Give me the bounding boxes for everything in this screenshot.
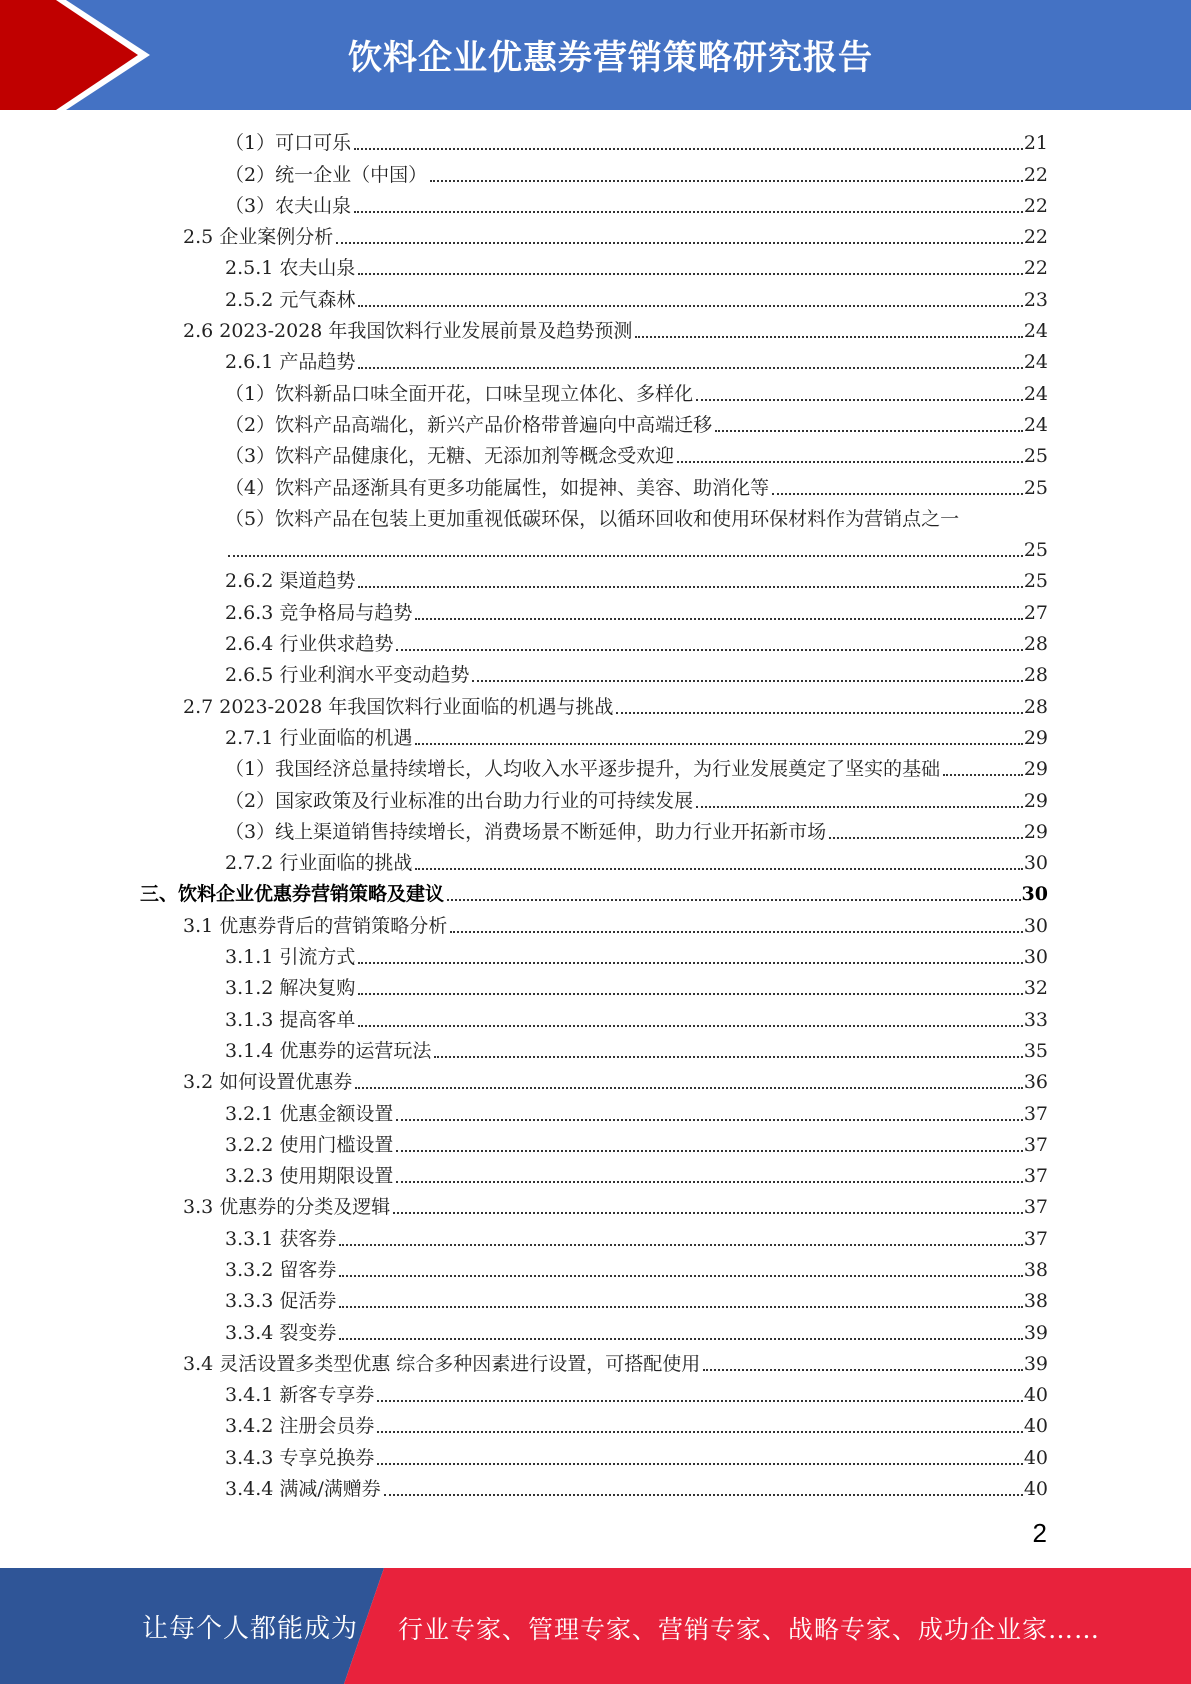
toc-entry-page: 40 xyxy=(1023,1415,1048,1438)
toc-dot-leader xyxy=(358,273,1022,275)
toc-entry[interactable] xyxy=(140,973,1048,1004)
toc-entry-page: 40 xyxy=(1023,1384,1048,1407)
toc-entry[interactable] xyxy=(140,597,1048,628)
toc-dot-leader xyxy=(635,336,1022,338)
toc-entry-page: 37 xyxy=(1023,1227,1048,1250)
toc-entry-page: 27 xyxy=(1023,601,1048,624)
toc-entry-title: （5）饮料产品在包装上更加重视低碳环保，以循环回收和使用环保材料作为营销点之一 xyxy=(225,507,960,530)
toc-entry[interactable] xyxy=(140,1067,1048,1098)
toc-dot-leader xyxy=(358,1025,1022,1027)
toc-entry[interactable] xyxy=(140,378,1048,409)
toc-dot-leader xyxy=(354,148,1023,150)
toc-entry-page: 38 xyxy=(1023,1290,1048,1313)
toc-entry-title: 3.3.4 裂变券 xyxy=(225,1321,337,1344)
toc-entry[interactable] xyxy=(140,629,1048,660)
toc-dot-leader xyxy=(415,743,1022,745)
toc-dot-leader xyxy=(358,993,1022,995)
toc-entry-page: 33 xyxy=(1023,1008,1048,1031)
toc-dot-leader xyxy=(358,962,1022,964)
toc-entry-title: 2.6.4 行业供求趋势 xyxy=(225,633,394,656)
toc-dot-leader xyxy=(715,430,1023,432)
toc-entry-page: 23 xyxy=(1023,288,1048,311)
toc-entry-page: 22 xyxy=(1023,226,1048,249)
toc-entry[interactable] xyxy=(140,1442,1048,1473)
toc-entry[interactable] xyxy=(140,128,1048,159)
toc-entry-page: 25 xyxy=(1023,476,1048,499)
toc-entry[interactable] xyxy=(140,660,1048,691)
toc-entry-page: 39 xyxy=(1023,1352,1048,1375)
toc-entry-title: （2）饮料产品高端化，新兴产品价格带普遍向中高端迁移 xyxy=(225,413,713,436)
toc-dot-leader xyxy=(415,618,1022,620)
toc-entry[interactable] xyxy=(140,723,1048,754)
toc-entry-title: 3.4.2 注册会员券 xyxy=(225,1415,375,1438)
toc-entry[interactable] xyxy=(140,1223,1048,1254)
toc-entry[interactable] xyxy=(140,441,1048,472)
toc-entry[interactable] xyxy=(140,1098,1048,1129)
toc-entry[interactable] xyxy=(140,535,1048,566)
toc-entry-page: 30 xyxy=(1023,946,1048,969)
header-title: 饮料企业优惠券营销策略研究报告 xyxy=(348,38,873,78)
toc-entry-page: 25 xyxy=(1023,570,1048,593)
toc-entry-page: 30 xyxy=(1023,852,1048,875)
toc-entry-title: （3）农夫山泉 xyxy=(225,194,352,217)
toc-entry-title: 2.6.2 渠道趋势 xyxy=(225,570,356,593)
toc-entry-page: 22 xyxy=(1023,163,1048,186)
toc-entry-title: 3.3.2 留客券 xyxy=(225,1258,337,1281)
toc-dot-leader xyxy=(377,1400,1022,1402)
toc-entry-title: （2）国家政策及行业标准的出台助力行业的可持续发展 xyxy=(225,789,694,812)
toc-entry-page: 24 xyxy=(1023,413,1048,436)
toc-dot-leader xyxy=(396,1181,1022,1183)
toc-dot-leader xyxy=(696,399,1023,401)
toc-dot-leader xyxy=(384,1494,1023,1496)
toc-entry-title: 2.6.3 竞争格局与趋势 xyxy=(225,601,413,624)
toc-entry-page: 37 xyxy=(1023,1165,1048,1188)
toc-entry-title: 2.7.2 行业面临的挑战 xyxy=(225,852,413,875)
toc-entry-page: 28 xyxy=(1023,695,1048,718)
toc-entry-title: 3.1.3 提高客单 xyxy=(225,1008,356,1031)
table-of-contents xyxy=(140,128,1048,1505)
toc-entry-title: 三、饮料企业优惠券营销策略及建议 xyxy=(140,883,445,906)
toc-entry-page: 36 xyxy=(1023,1071,1048,1094)
toc-entry[interactable] xyxy=(140,1036,1048,1067)
toc-dot-leader xyxy=(772,493,1023,495)
toc-dot-leader xyxy=(396,1119,1022,1121)
toc-dot-leader xyxy=(377,1431,1022,1433)
toc-entry-title: 2.7.1 行业面临的机遇 xyxy=(225,726,413,749)
toc-entry[interactable] xyxy=(140,472,1048,503)
toc-entry-page: 37 xyxy=(1023,1102,1048,1125)
toc-entry-title: （2）统一企业（中国） xyxy=(225,163,428,186)
toc-entry-page: 40 xyxy=(1023,1446,1048,1469)
toc-entry[interactable] xyxy=(140,1255,1048,1286)
toc-entry-page: 24 xyxy=(1023,320,1048,343)
toc-entry-title: 3.1.4 优惠券的运营玩法 xyxy=(225,1039,432,1062)
toc-entry[interactable] xyxy=(140,1161,1048,1192)
toc-entry-title: （1）可口可乐 xyxy=(225,132,352,155)
toc-dot-leader xyxy=(336,242,1023,244)
toc-dot-leader xyxy=(434,1056,1022,1058)
toc-entry-title: 3.1.1 引流方式 xyxy=(225,946,356,969)
toc-entry[interactable] xyxy=(140,410,1048,441)
toc-entry-title: 2.7 2023-2028 年我国饮料行业面临的机遇与挑战 xyxy=(183,695,614,718)
toc-entry-page: 35 xyxy=(1023,1039,1048,1062)
toc-dot-leader xyxy=(228,555,1023,557)
toc-entry[interactable] xyxy=(140,910,1048,941)
toc-entry-page: 30 xyxy=(1023,914,1048,937)
toc-entry[interactable] xyxy=(140,754,1048,785)
toc-entry[interactable] xyxy=(140,347,1048,378)
toc-entry-title: 3.3.1 获客券 xyxy=(225,1227,337,1250)
toc-entry[interactable] xyxy=(140,566,1048,597)
toc-entry-title: 3.1.2 解决复购 xyxy=(225,977,356,1000)
toc-entry[interactable] xyxy=(140,1286,1048,1317)
toc-entry-page: 22 xyxy=(1023,194,1048,217)
toc-dot-leader xyxy=(358,586,1022,588)
toc-entry-title: 3.3.3 促活券 xyxy=(225,1290,337,1313)
toc-entry-title: 3.2.3 使用期限设置 xyxy=(225,1165,394,1188)
toc-entry[interactable] xyxy=(140,817,1048,848)
toc-entry-page: 24 xyxy=(1023,382,1048,405)
toc-entry-page: 30 xyxy=(1021,883,1048,906)
toc-dot-leader xyxy=(355,1087,1023,1089)
toc-dot-leader xyxy=(358,367,1022,369)
toc-entry-title: （3）线上渠道销售持续增长，消费场景不断延伸，助力行业开拓新市场 xyxy=(225,820,827,843)
toc-entry[interactable] xyxy=(140,1411,1048,1442)
toc-entry-page: 37 xyxy=(1023,1133,1048,1156)
toc-entry[interactable] xyxy=(140,504,1048,535)
toc-dot-leader xyxy=(696,806,1023,808)
footer-slogan-right: 行业专家、管理专家、营销专家、战略专家、成功企业家…… xyxy=(398,1615,1101,1644)
toc-dot-leader xyxy=(393,1212,1023,1214)
toc-entry[interactable] xyxy=(140,1349,1048,1380)
toc-dot-leader xyxy=(339,1338,1022,1340)
toc-entry[interactable] xyxy=(140,222,1048,253)
toc-entry-title: 3.2.2 使用门槛设置 xyxy=(225,1133,394,1156)
toc-dot-leader xyxy=(415,868,1022,870)
toc-dot-leader xyxy=(339,1244,1022,1246)
toc-entry-title: （1）我国经济总量持续增长，人均收入水平逐步提升，为行业发展奠定了坚实的基础 xyxy=(225,758,941,781)
toc-entry-page: 29 xyxy=(1023,758,1048,781)
toc-entry-page: 25 xyxy=(1023,445,1048,468)
toc-entry[interactable] xyxy=(140,284,1048,315)
toc-entry-page: 28 xyxy=(1023,633,1048,656)
toc-dot-leader xyxy=(943,774,1023,776)
toc-entry[interactable] xyxy=(140,942,1048,973)
toc-entry-title: （3）饮料产品健康化，无糖、无添加剂等概念受欢迎 xyxy=(225,445,675,468)
toc-entry[interactable] xyxy=(140,1130,1048,1161)
toc-entry[interactable] xyxy=(140,316,1048,347)
page-number: 2 xyxy=(1032,1518,1047,1548)
page-footer xyxy=(0,1568,1191,1684)
toc-entry-title: 2.6.5 行业利润水平变动趋势 xyxy=(225,664,470,687)
toc-dot-leader xyxy=(358,305,1022,307)
toc-entry-title: 3.4.4 满减/满赠券 xyxy=(225,1478,381,1501)
toc-entry-page: 38 xyxy=(1023,1258,1048,1281)
toc-entry[interactable] xyxy=(140,1317,1048,1348)
toc-entry-page: 29 xyxy=(1023,820,1048,843)
toc-entry[interactable] xyxy=(140,159,1048,190)
toc-entry-title: 3.4 灵活设置多类型优惠 综合多种因素进行设置，可搭配使用 xyxy=(183,1352,701,1375)
toc-dot-leader xyxy=(703,1369,1023,1371)
toc-dot-leader xyxy=(396,649,1022,651)
toc-dot-leader xyxy=(616,712,1022,714)
toc-entry-title: 3.2 如何设置优惠券 xyxy=(183,1071,353,1094)
toc-entry-page: 28 xyxy=(1023,664,1048,687)
toc-entry-title: 2.6 2023-2028 年我国饮料行业发展前景及趋势预测 xyxy=(183,320,633,343)
toc-entry-title: 2.5.1 农夫山泉 xyxy=(225,257,356,280)
toc-dot-leader xyxy=(450,931,1023,933)
toc-entry-title: 3.3 优惠券的分类及逻辑 xyxy=(183,1196,391,1219)
toc-entry[interactable] xyxy=(140,1474,1048,1505)
toc-entry[interactable] xyxy=(140,1380,1048,1411)
toc-entry[interactable] xyxy=(140,253,1048,284)
toc-entry-page: 25 xyxy=(1023,539,1048,562)
toc-entry-page: 32 xyxy=(1023,977,1048,1000)
toc-entry-page: 24 xyxy=(1023,351,1048,374)
page-header xyxy=(0,0,1191,110)
toc-entry-title: （4）饮料产品逐渐具有更多功能属性，如提神、美容、助消化等 xyxy=(225,476,770,499)
toc-dot-leader xyxy=(339,1275,1022,1277)
toc-entry-page: 21 xyxy=(1023,132,1048,155)
toc-dot-leader xyxy=(447,899,1021,901)
toc-entry[interactable] xyxy=(140,785,1048,816)
toc-entry-title: 2.6.1 产品趋势 xyxy=(225,351,356,374)
toc-entry-title: 3.4.1 新客专享券 xyxy=(225,1384,375,1407)
toc-entry[interactable] xyxy=(140,1004,1048,1035)
toc-entry-page: 37 xyxy=(1023,1196,1048,1219)
toc-dot-leader xyxy=(396,1150,1022,1152)
toc-entry-title: 3.4.3 专享兑换券 xyxy=(225,1446,375,1469)
toc-dot-leader xyxy=(377,1463,1022,1465)
toc-entry[interactable] xyxy=(140,1192,1048,1223)
toc-entry[interactable] xyxy=(140,191,1048,222)
footer-slogan-left: 让每个人都能成为 xyxy=(142,1614,359,1644)
toc-dot-leader xyxy=(430,180,1023,182)
toc-entry[interactable] xyxy=(140,879,1048,910)
toc-entry-page: 29 xyxy=(1023,726,1048,749)
toc-entry-title: 3.1 优惠券背后的营销策略分析 xyxy=(183,914,448,937)
toc-entry-title: （1）饮料新品口味全面开花，口味呈现立体化、多样化 xyxy=(225,382,694,405)
toc-entry-title: 2.5 企业案例分析 xyxy=(183,226,334,249)
toc-entry-page: 40 xyxy=(1023,1478,1048,1501)
toc-dot-leader xyxy=(339,1306,1022,1308)
toc-entry-page: 29 xyxy=(1023,789,1048,812)
toc-entry-page: 39 xyxy=(1023,1321,1048,1344)
toc-entry-title: 2.5.2 元气森林 xyxy=(225,288,356,311)
toc-entry[interactable] xyxy=(140,848,1048,879)
toc-entry[interactable] xyxy=(140,691,1048,722)
toc-entry-page: 22 xyxy=(1023,257,1048,280)
toc-dot-leader xyxy=(354,211,1023,213)
toc-dot-leader xyxy=(829,837,1023,839)
toc-entry-title: 3.2.1 优惠金额设置 xyxy=(225,1102,394,1125)
toc-dot-leader xyxy=(472,680,1022,682)
toc-dot-leader xyxy=(677,461,1023,463)
